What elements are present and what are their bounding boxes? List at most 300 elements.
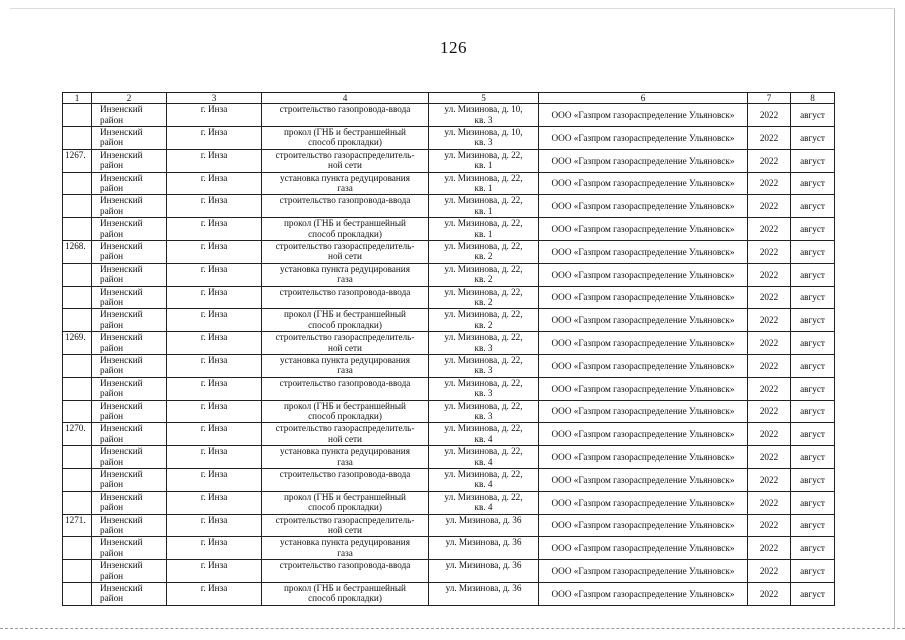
address-cell-line: ул. Мизинова, д. 22, — [444, 400, 523, 411]
work-type-cell — [262, 400, 429, 423]
table-row — [63, 446, 835, 469]
year-cell — [748, 172, 791, 195]
address-cell — [429, 241, 539, 264]
year-cell-line: 2022 — [759, 315, 779, 326]
district-cell-line: Инзенский — [100, 400, 143, 411]
table-row — [63, 491, 835, 514]
district-cell-line: Инзенский — [100, 241, 143, 252]
locality-cell — [167, 514, 262, 537]
district-cell — [92, 127, 167, 150]
district-cell-line: Инзенский — [100, 149, 143, 160]
year-cell — [748, 491, 791, 514]
locality-cell-line: г. Инза — [200, 400, 228, 411]
row-number-cell — [63, 241, 92, 264]
district-cell-line: Инзенский — [100, 286, 143, 297]
month-cell-line: август — [800, 383, 825, 394]
address-cell-line: кв. 3 — [474, 388, 493, 399]
organization-cell-line: ООО «Газпром газораспределение Ульяновск» — [551, 224, 735, 235]
year-cell-line: 2022 — [759, 429, 779, 440]
work-type-cell-line: прокол (ГНБ и бестраншейный — [284, 127, 406, 138]
address-cell — [429, 469, 539, 492]
district-cell-line: Инзенский — [100, 469, 143, 480]
address-cell-line: ул. Мизинова, д. 22, — [444, 491, 523, 502]
work-type-cell — [262, 263, 429, 286]
header-cell: 4 — [262, 93, 429, 104]
organization-cell-line: ООО «Газпром газораспределение Ульяновск» — [551, 269, 735, 280]
row-number-cell — [63, 491, 92, 514]
locality-cell-line: г. Инза — [200, 514, 228, 525]
organization-cell — [539, 332, 748, 355]
address-cell-line: кв. 4 — [474, 502, 493, 513]
year-cell-line: 2022 — [759, 360, 779, 371]
table-row — [63, 172, 835, 195]
work-type-cell — [262, 195, 429, 218]
month-cell — [791, 560, 835, 583]
locality-cell — [167, 469, 262, 492]
district-cell — [92, 469, 167, 492]
organization-cell — [539, 377, 748, 400]
work-type-cell-line: прокол (ГНБ и бестраншейный — [284, 400, 406, 411]
address-cell-line: ул. Мизинова, д. 22, — [444, 172, 523, 183]
header-cell: 1 — [63, 93, 92, 104]
month-cell-line: август — [800, 292, 825, 303]
locality-cell — [167, 355, 262, 378]
row-number-cell — [63, 377, 92, 400]
work-type-cell-line: установка пункта редуцирования — [280, 172, 410, 183]
organization-cell — [539, 104, 748, 127]
table-row — [63, 355, 835, 378]
address-cell — [429, 491, 539, 514]
locality-cell-line: г. Инза — [200, 560, 228, 571]
address-cell — [429, 377, 539, 400]
month-cell-line: август — [800, 201, 825, 212]
work-type-cell — [262, 218, 429, 241]
locality-cell-line: г. Инза — [200, 377, 228, 388]
address-cell — [429, 104, 539, 127]
organization-cell — [539, 286, 748, 309]
locality-cell — [167, 446, 262, 469]
table-row — [63, 286, 835, 309]
district-cell — [92, 377, 167, 400]
district-cell-line: Инзенский — [100, 127, 143, 138]
district-cell — [92, 195, 167, 218]
work-type-cell — [262, 149, 429, 172]
locality-cell-line: г. Инза — [200, 241, 228, 252]
district-cell — [92, 491, 167, 514]
organization-cell-line: ООО «Газпром газораспределение Ульяновск» — [551, 338, 735, 349]
table-row — [63, 514, 835, 537]
district-cell-line: Инзенский — [100, 309, 143, 320]
district-cell — [92, 537, 167, 560]
locality-cell — [167, 286, 262, 309]
locality-cell — [167, 537, 262, 560]
district-cell-line: Инзенский — [100, 104, 143, 115]
address-cell-line: ул. Мизинова, д. 22, — [444, 469, 523, 480]
year-cell-line: 2022 — [759, 110, 779, 121]
month-cell-line: август — [800, 406, 825, 417]
district-cell-line: Инзенский — [100, 332, 143, 343]
work-type-cell-line: установка пункта редуцирования — [280, 446, 410, 457]
row-number-cell — [63, 195, 92, 218]
page-number: 126 — [440, 38, 467, 57]
district-cell — [92, 309, 167, 332]
work-type-cell-line: газа — [337, 365, 353, 376]
district-cell — [92, 149, 167, 172]
district-cell-line: Инзенский — [100, 514, 143, 525]
organization-cell — [539, 446, 748, 469]
month-cell-line: август — [800, 155, 825, 166]
year-cell-line: 2022 — [759, 406, 779, 417]
address-cell-line: ул. Мизинова, д. 10, — [444, 104, 523, 115]
month-cell-line: август — [800, 565, 825, 576]
district-cell-line: Инзенский — [100, 446, 143, 457]
organization-cell-line: ООО «Газпром газораспределение Ульяновск» — [551, 520, 735, 531]
district-cell — [92, 446, 167, 469]
address-cell-line: кв. 3 — [474, 342, 493, 353]
year-cell-line: 2022 — [759, 452, 779, 462]
table-row — [63, 537, 835, 560]
year-cell-line: 2022 — [759, 269, 779, 280]
work-type-cell-line: установка пункта редуцирования — [280, 263, 410, 274]
work-type-cell-line: ной сети — [328, 160, 362, 171]
month-cell — [791, 218, 835, 241]
work-type-cell-line: строительство газораспределитель- — [275, 514, 415, 525]
table-body — [63, 104, 835, 606]
table-row — [63, 469, 835, 492]
month-cell — [791, 377, 835, 400]
month-cell — [791, 149, 835, 172]
organization-cell-line: ООО «Газпром газораспределение Ульяновск» — [551, 178, 735, 189]
address-cell-line: кв. 2 — [474, 274, 493, 285]
locality-cell — [167, 195, 262, 218]
locality-cell — [167, 560, 262, 583]
address-cell-line: ул. Мизинова, д. 22, — [444, 377, 523, 388]
work-type-cell-line: способ прокладки) — [308, 502, 382, 513]
district-cell — [92, 355, 167, 378]
month-cell — [791, 400, 835, 423]
year-cell — [748, 446, 791, 469]
work-type-cell-line: строительство газораспределитель- — [275, 423, 415, 434]
district-cell — [92, 332, 167, 355]
work-type-cell-line: установка пункта редуцирования — [280, 355, 410, 366]
address-cell-line: ул. Мизинова, д. 36 — [445, 583, 522, 594]
district-cell-line: Инзенский — [100, 377, 143, 388]
locality-cell — [167, 104, 262, 127]
work-type-cell-line: строительство газораспределитель- — [275, 149, 415, 160]
year-cell — [748, 309, 791, 332]
address-cell-line: ул. Мизинова, д. 22, — [444, 286, 523, 297]
work-type-cell — [262, 491, 429, 514]
locality-cell-line: г. Инза — [200, 583, 228, 594]
work-type-cell-line: строительство газопровода-ввода — [279, 560, 411, 571]
locality-cell — [167, 263, 262, 286]
header-cell: 5 — [429, 93, 539, 104]
row-number-cell-line: 1268. — [65, 241, 86, 252]
district-cell — [92, 241, 167, 264]
year-cell-line: 2022 — [759, 588, 779, 599]
row-number-cell — [63, 446, 92, 469]
address-cell — [429, 172, 539, 195]
address-cell-line: ул. Мизинова, д. 22, — [444, 332, 523, 343]
year-cell-line: 2022 — [759, 246, 779, 257]
organization-cell-line: ООО «Газпром газораспределение Ульяновск» — [551, 543, 735, 554]
address-cell-line: кв. 3 — [474, 365, 493, 376]
district-cell-line: район — [100, 456, 124, 467]
table-header — [63, 93, 835, 104]
work-type-cell — [262, 560, 429, 583]
organization-cell — [539, 309, 748, 332]
district-cell-line: район — [100, 251, 124, 262]
year-cell-line: 2022 — [759, 338, 779, 349]
year-cell-line: 2022 — [759, 224, 779, 235]
month-cell — [791, 241, 835, 264]
address-cell-line: кв. 2 — [474, 251, 493, 262]
address-cell-line: кв. 4 — [474, 433, 493, 444]
year-cell — [748, 263, 791, 286]
month-cell-line: август — [800, 588, 825, 599]
address-cell — [429, 263, 539, 286]
year-cell — [748, 149, 791, 172]
year-cell — [748, 104, 791, 127]
district-cell — [92, 172, 167, 195]
locality-cell-line: г. Инза — [200, 286, 228, 297]
address-cell — [429, 583, 539, 606]
table-row — [63, 377, 835, 400]
organization-cell-line: ООО «Газпром газораспределение Ульяновск» — [551, 360, 735, 371]
row-number-cell — [63, 400, 92, 423]
organization-cell — [539, 127, 748, 150]
row-number-cell — [63, 218, 92, 241]
year-cell-line: 2022 — [759, 383, 779, 394]
year-cell-line: 2022 — [759, 497, 779, 508]
organization-cell — [539, 560, 748, 583]
year-cell — [748, 377, 791, 400]
address-cell — [429, 218, 539, 241]
organization-cell — [539, 355, 748, 378]
district-cell-line: Инзенский — [100, 423, 143, 434]
month-cell — [791, 332, 835, 355]
year-cell — [748, 218, 791, 241]
month-cell — [791, 263, 835, 286]
organization-cell — [539, 491, 748, 514]
row-number-cell-line: 1271. — [65, 514, 86, 525]
address-cell-line: ул. Мизинова, д. 22, — [444, 263, 523, 274]
district-cell-line: район — [100, 342, 124, 353]
table-row — [63, 241, 835, 264]
year-cell-line: 2022 — [759, 155, 779, 166]
table-row — [63, 583, 835, 606]
month-cell — [791, 127, 835, 150]
year-cell — [748, 514, 791, 537]
month-cell — [791, 423, 835, 446]
work-type-cell-line: способ прокладки) — [308, 410, 382, 421]
table-row — [63, 104, 835, 127]
address-cell — [429, 332, 539, 355]
locality-cell — [167, 309, 262, 332]
address-cell — [429, 286, 539, 309]
work-type-cell-line: строительство газопровода-ввода — [279, 469, 411, 480]
organization-cell — [539, 218, 748, 241]
locality-cell-line: г. Инза — [200, 355, 228, 366]
work-type-cell-line: способ прокладки) — [308, 137, 382, 148]
table-row — [63, 195, 835, 218]
organization-cell-line: ООО «Газпром газораспределение Ульяновск» — [551, 246, 735, 257]
district-cell-line: Инзенский — [100, 172, 143, 183]
address-cell-line: кв. 1 — [474, 160, 493, 171]
work-type-cell — [262, 469, 429, 492]
locality-cell-line: г. Инза — [200, 172, 228, 183]
month-cell — [791, 104, 835, 127]
work-type-cell — [262, 377, 429, 400]
district-cell-line: район — [100, 319, 124, 330]
year-cell — [748, 583, 791, 606]
locality-cell-line: г. Инза — [200, 104, 228, 115]
work-type-cell — [262, 104, 429, 127]
district-cell-line: район — [100, 547, 124, 558]
month-cell — [791, 537, 835, 560]
district-cell-line: район — [100, 479, 124, 490]
work-type-cell — [262, 446, 429, 469]
month-cell — [791, 514, 835, 537]
address-cell-line: ул. Мизинова, д. 22, — [444, 149, 523, 160]
address-cell-line: ул. Мизинова, д. 22, — [444, 355, 523, 366]
district-cell-line: район — [100, 365, 124, 376]
month-cell-line: август — [800, 132, 825, 143]
address-cell-line: кв. 2 — [474, 296, 493, 307]
locality-cell-line: г. Инза — [200, 537, 228, 548]
organization-cell — [539, 263, 748, 286]
address-cell-line: ул. Мизинова, д. 22, — [444, 423, 523, 434]
locality-cell-line: г. Инза — [200, 423, 228, 434]
locality-cell-line: г. Инза — [200, 263, 228, 274]
district-cell-line: район — [100, 274, 124, 285]
work-type-cell-line: ной сети — [328, 433, 362, 444]
month-cell — [791, 195, 835, 218]
address-cell — [429, 423, 539, 446]
organization-cell — [539, 149, 748, 172]
address-cell-line: ул. Мизинова, д. 22, — [444, 446, 523, 457]
address-cell-line: кв. 3 — [474, 410, 493, 421]
locality-cell-line: г. Инза — [200, 195, 228, 206]
locality-cell — [167, 423, 262, 446]
header-cell: 8 — [791, 93, 835, 104]
table-row — [63, 127, 835, 150]
row-number-cell — [63, 514, 92, 537]
address-cell — [429, 195, 539, 218]
district-cell-line: район — [100, 570, 124, 581]
district-cell — [92, 104, 167, 127]
work-type-cell — [262, 332, 429, 355]
organization-cell-line: ООО «Газпром газораспределение Ульяновск» — [551, 201, 735, 212]
work-type-cell-line: строительство газораспределитель- — [275, 241, 415, 252]
month-cell — [791, 583, 835, 606]
organization-cell — [539, 400, 748, 423]
locality-cell — [167, 583, 262, 606]
organization-cell-line: ООО «Газпром газораспределение Ульяновск» — [551, 429, 735, 440]
month-cell — [791, 491, 835, 514]
organization-cell — [539, 514, 748, 537]
district-cell-line: Инзенский — [100, 537, 143, 548]
row-number-cell — [63, 423, 92, 446]
address-cell-line: ул. Мизинова, д. 22, — [444, 309, 523, 320]
year-cell-line: 2022 — [759, 520, 779, 531]
district-cell-line: район — [100, 524, 124, 535]
district-cell — [92, 423, 167, 446]
header-row — [63, 93, 835, 104]
organization-cell — [539, 172, 748, 195]
work-type-cell — [262, 423, 429, 446]
locality-cell — [167, 127, 262, 150]
header-cell: 3 — [167, 93, 262, 104]
year-cell — [748, 469, 791, 492]
organization-cell — [539, 423, 748, 446]
row-number-cell-line: 1270. — [65, 423, 86, 434]
header-cell: 6 — [539, 93, 748, 104]
district-cell-line: район — [100, 228, 124, 239]
district-cell-line: Инзенский — [100, 491, 143, 502]
locality-cell-line: г. Инза — [200, 309, 228, 320]
address-cell-line: кв. 1 — [474, 205, 493, 216]
month-cell-line: август — [800, 224, 825, 235]
locality-cell — [167, 149, 262, 172]
organization-cell-line: ООО «Газпром газораспределение Ульяновск» — [551, 474, 735, 485]
year-cell-line: 2022 — [759, 201, 779, 212]
year-cell — [748, 127, 791, 150]
work-type-cell — [262, 537, 429, 560]
work-type-cell — [262, 583, 429, 606]
table-row — [63, 332, 835, 355]
locality-cell-line: г. Инза — [200, 446, 228, 457]
work-type-cell-line: установка пункта редуцирования — [280, 537, 410, 548]
table-row — [63, 423, 835, 446]
organization-cell — [539, 583, 748, 606]
row-number-cell — [63, 172, 92, 195]
organization-cell-line: ООО «Газпром газораспределение Ульяновск» — [551, 383, 735, 394]
district-cell-line: район — [100, 410, 124, 421]
locality-cell-line: г. Инза — [200, 218, 228, 229]
district-cell-line: район — [100, 502, 124, 513]
address-cell-line: кв. 4 — [474, 479, 493, 490]
address-cell — [429, 400, 539, 423]
district-cell — [92, 286, 167, 309]
organization-cell — [539, 537, 748, 560]
organization-cell-line: ООО «Газпром газораспределение Ульяновск» — [551, 315, 735, 326]
row-number-cell-line: 1267. — [65, 149, 86, 160]
district-cell-line: район — [100, 114, 124, 125]
row-number-cell — [63, 560, 92, 583]
work-type-cell-line: ной сети — [328, 342, 362, 353]
row-number-cell — [63, 286, 92, 309]
locality-cell — [167, 332, 262, 355]
month-cell — [791, 469, 835, 492]
work-type-cell — [262, 127, 429, 150]
district-cell-line: район — [100, 388, 124, 399]
district-cell-line: район — [100, 160, 124, 171]
work-type-cell-line: строительство газораспределитель- — [275, 332, 415, 343]
address-cell — [429, 309, 539, 332]
locality-cell — [167, 172, 262, 195]
address-cell — [429, 537, 539, 560]
address-cell — [429, 560, 539, 583]
district-cell-line: район — [100, 433, 124, 444]
work-type-cell — [262, 309, 429, 332]
work-type-cell-line: способ прокладки) — [308, 319, 382, 330]
organization-cell-line: ООО «Газпром газораспределение Ульяновск» — [551, 155, 735, 166]
row-number-cell — [63, 149, 92, 172]
year-cell-line: 2022 — [759, 543, 779, 554]
table-row — [63, 560, 835, 583]
year-cell — [748, 537, 791, 560]
